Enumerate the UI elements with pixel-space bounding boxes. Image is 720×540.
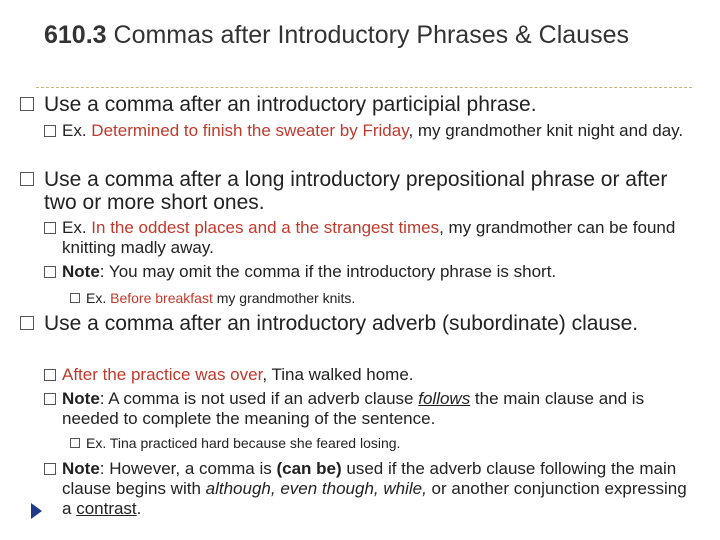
note-text: : You may omit the comma if the introductory phrase is short. [99, 262, 557, 281]
example-red: Before breakfast [110, 290, 213, 306]
rule-3-sub-example [86, 435, 686, 452]
title-divider [36, 87, 692, 88]
rule-2-note [62, 262, 702, 282]
example-text: Tina practiced hard because she feared losing. [109, 435, 401, 451]
example-rest: , my grandmother can be found knitting madly away. [62, 218, 676, 257]
example-red: In the oddest places and a the strangest times [91, 218, 440, 237]
square-bullet-icon [20, 97, 34, 111]
play-arrow-icon[interactable] [31, 503, 42, 519]
rule-2-sub-example [86, 290, 686, 307]
note-text-b: the main clause and is needed to complete the meaning of the sentence. [62, 389, 645, 428]
rule-3-note-2 [62, 459, 697, 519]
rule-3-example [62, 365, 692, 385]
rule-1 [44, 93, 684, 116]
note-follows: follows [418, 389, 471, 408]
note-label: Note [62, 262, 100, 281]
title-text: Commas after Introductory Phrases & Clauses [113, 21, 629, 49]
note-text-a: : A comma is not used if an adverb clause [99, 389, 419, 408]
note-contrast: contrast [76, 499, 137, 518]
example-red: Determined to finish the sweater by Friday [91, 121, 409, 140]
square-bullet-icon [44, 369, 56, 381]
rule-1-text: Use a comma after an introductory participial phrase. [44, 93, 537, 116]
note-text-b: used if the adverb clause following the main clause begins with [62, 459, 677, 498]
square-bullet-icon [44, 393, 56, 405]
rule-3-text: Use a comma after an introductory adverb (subordinate) clause. [44, 312, 639, 335]
note-label: Note [62, 389, 100, 408]
example-label: Ex. [86, 435, 107, 451]
square-bullet-icon [20, 316, 34, 330]
rule-2 [44, 168, 704, 214]
square-bullet-icon [44, 266, 56, 278]
note-end: . [136, 499, 142, 518]
page-title [44, 20, 684, 51]
rule-3-note [62, 389, 692, 429]
example-label: Ex. [62, 121, 87, 140]
square-bullet-icon [70, 438, 80, 448]
note-conjunctions: although, even though, while, [205, 479, 427, 498]
example-rest: my grandmother knits. [212, 290, 356, 306]
example-label: Ex. [86, 290, 107, 306]
title-number: 610.3 [44, 21, 107, 49]
square-bullet-icon [44, 222, 56, 234]
note-text-a: : However, a comma is [99, 459, 277, 478]
square-bullet-icon [70, 293, 80, 303]
square-bullet-icon [44, 125, 56, 137]
example-rest: , Tina walked home. [262, 365, 414, 384]
note-can-be: (can be) [276, 459, 342, 478]
rule-2-example [62, 218, 692, 258]
square-bullet-icon [20, 172, 34, 186]
rule-1-example [62, 121, 692, 141]
example-red: After the practice was over [62, 365, 263, 384]
rule-2-text: Use a comma after a long introductory prepositional phrase or after two or more short ones. [44, 168, 668, 214]
square-bullet-icon [44, 463, 56, 475]
note-label: Note [62, 459, 100, 478]
example-label: Ex. [62, 218, 87, 237]
note-text-c: or another conjunction expressing a [62, 479, 687, 518]
example-rest: , my grandmother knit night and day. [408, 121, 684, 140]
rule-3 [44, 312, 664, 335]
